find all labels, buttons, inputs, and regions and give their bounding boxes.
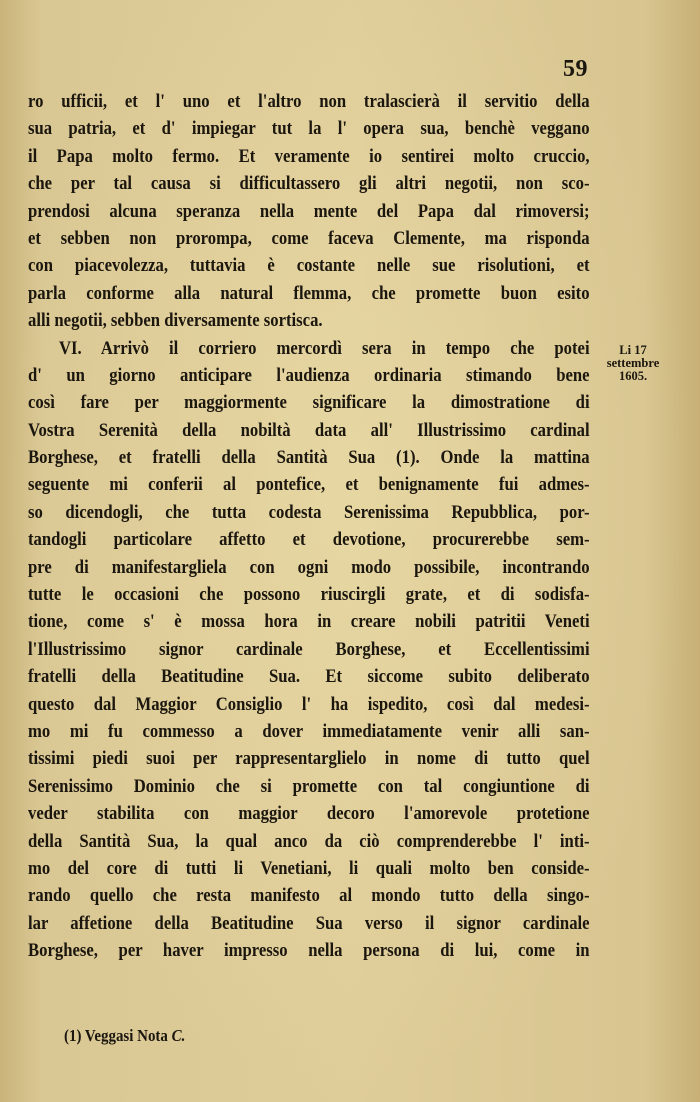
text-line: pre di manifestargliela con ogni modo possibile, incontrando bbox=[28, 556, 590, 578]
text-line: della Santità Sua, la qual anco da ciò comprenderebbe l' inti- bbox=[28, 830, 590, 852]
text-line: mo mi fu commesso a dover immediatamente venir alli san- bbox=[28, 720, 590, 742]
text-line: che per tal causa si difficultassero gli altri negotii, non sco- bbox=[28, 173, 590, 195]
page-number: 59 bbox=[563, 56, 588, 82]
text-line: Borghese, et fratelli della Santità Sua (1). Onde la mattina bbox=[28, 447, 590, 469]
text-line: l'Illustrissimo signor cardinale Borghese, et Eccellentissimi bbox=[28, 638, 590, 660]
text-line: d' un giorno anticipare l'audienza ordinaria stimando bene bbox=[28, 364, 590, 386]
text-line: lar affetione della Beatitudine Sua verso il signor cardinale bbox=[28, 912, 590, 934]
text-line: ro ufficii, et l' uno et l'altro non tralascierà il servitio della bbox=[28, 91, 590, 112]
text-line: mo del core di tutti li Venetiani, li quali molto ben conside- bbox=[28, 857, 590, 879]
text-line: il Papa molto fermo. Et veramente io sentirei molto cruccio, bbox=[28, 145, 590, 167]
text-line: tione, come s' è mossa hora in creare nobili patritii Veneti bbox=[28, 611, 590, 633]
text-line: Serenissimo Dominio che si promette con tal congiuntione di bbox=[28, 775, 590, 797]
section-heading-line: VI. Arrivò il corriero mercordì sera in tempo che potei bbox=[58, 337, 590, 359]
footnote-text: (1) Veggasi Nota bbox=[64, 1026, 172, 1045]
text-line: alli negotii, sebben diversamente sortisca. bbox=[28, 310, 323, 332]
footnote bbox=[64, 1026, 185, 1046]
text-line: questo dal Maggior Consiglio l' ha ispedito, così dal medesi- bbox=[28, 693, 590, 715]
text-line: tissimi piedi suoi per rappresentarglielo in nome di tutto quel bbox=[28, 748, 590, 770]
text-line: Borghese, per haver impresso nella persona di lui, come in bbox=[28, 940, 590, 962]
body-text bbox=[28, 88, 590, 965]
text-line: tutte le occasioni che possono riuscirgli grate, et di sodisfa- bbox=[28, 584, 590, 606]
text-line: con piacevolezza, tuttavia è costante nelle sue risolutioni, et bbox=[28, 255, 590, 277]
text-line: fratelli della Beatitudine Sua. Et siccome subito deliberato bbox=[28, 666, 590, 688]
text-line: rando quello che resta manifesto al mondo tutto della singo- bbox=[28, 885, 590, 907]
text-line: veder stabilita con maggior decoro l'amorevole protetione bbox=[28, 803, 590, 825]
margin-date-note bbox=[598, 344, 668, 383]
text-line: parla conforme alla natural flemma, che promette buon esito bbox=[28, 282, 590, 304]
margin-note-day: Li 17 bbox=[619, 343, 647, 357]
text-line: così fare per maggiormente significare la dimostratione di bbox=[28, 392, 590, 414]
text-line: so dicendogli, che tutta codesta Serenissima Repubblica, por- bbox=[28, 501, 590, 523]
text-line: prendosi alcuna speranza nella mente del Papa dal rimoversi; bbox=[28, 200, 590, 222]
text-line: et sebben non prorompa, come faceva Clemente, ma risponda bbox=[28, 227, 590, 249]
margin-note-year: 1605. bbox=[618, 369, 648, 383]
footnote-reference: C. bbox=[171, 1026, 186, 1045]
text-line: tandogli particolare affetto et devotione, procurerebbe sem- bbox=[28, 529, 590, 551]
text-line: Vostra Serenità della nobiltà data all' Illustrissimo cardinal bbox=[28, 419, 590, 441]
text-line: seguente mi conferii al pontefice, et benignamente fui admes- bbox=[28, 474, 590, 496]
text-line: sua patria, et d' impiegar tut la l' opera sua, benchè veggano bbox=[28, 118, 590, 140]
margin-note-month: settembre bbox=[606, 356, 660, 370]
